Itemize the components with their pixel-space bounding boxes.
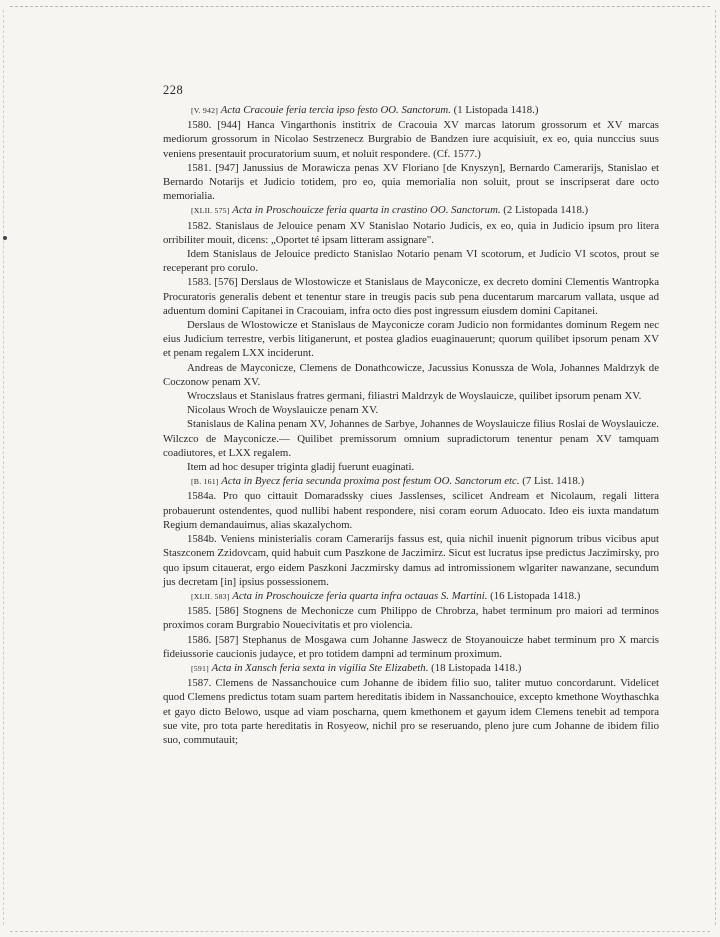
entry-paragraph: 1586. [587] Stephanus de Mosgawa cum Johanne Jaswecz de Stoyanouicze habet terminum pro X marcis fideiussorie caucionis judayce, et pro totidem dampni ad terminum proximum.: [163, 633, 659, 660]
heading-ref: [591]: [191, 663, 209, 673]
entry-paragraph: Andreas de Mayconicze, Clemens de Donathcowicze, Jacussius Konussza de Wola, Johannes Maldrzyk de Coczonow penam XV.: [163, 361, 659, 388]
heading-title: Acta in Xansch feria sexta in vigilia Ste Elizabeth.: [211, 661, 429, 674]
entry-paragraph: 1585. [586] Stognens de Mechonicze cum Philippo de Chrobrza, habet terminum pro maiori ad terminos proximos coram Burgrabio Nouecivitatis et pro violencia.: [163, 605, 659, 632]
entry-paragraph: Idem Stanislaus de Jelouice predicto Stanislao Notario penam VI scotorum, et Judicio VI scotos, prout se receperant pro corulo.: [163, 248, 659, 275]
entry-paragraph: Wroczslaus et Stanislaus fratres germani, filiastri Maldrzyk de Woyslauicze, quilibet ipsorum penam XV.: [187, 390, 642, 403]
session-heading: [163, 203, 659, 218]
heading-ref: [XLII. 583]: [191, 591, 230, 601]
session-heading: [163, 103, 659, 118]
entry-paragraph: 1587. Clemens de Nassanchouice cum Johanne de ibidem filio suo, taliter mutuo concordarunt. Videlicet quod Clemens predictus totam suam partem hereditatis ibidem in Nassanchouice, excepto kmethone Woythaschka et gayo dicto Belowo, usque ad viam poscharna, quem kmethonem et gayum idem Clemens tenebit ad tempora sue vite, pro tota parte hereditatis in Rosyeow, nichil pro se reseruando, pleno jure cum Johanne de ibidem filio suo, commutauit;: [163, 677, 659, 746]
document-body: [163, 103, 659, 747]
page-number: 228: [163, 83, 184, 97]
heading-date: (1 Listopada 1418.): [453, 104, 539, 116]
entry-paragraph: 1581. [947] Janussius de Morawicza penas XV Floriano [de Knyszyn], Bernardo Camerarijs, Stanislao et Bernardo Notarijs et Judicio totidem, pro eo, quia memorialia non soluit, prout se inscripserat dare octo memorialia.: [163, 161, 659, 203]
session-heading: [163, 661, 659, 676]
heading-title: Acta in Proschouicze feria quarta in crastino OO. Sanctorum.: [232, 204, 501, 217]
heading-ref: [V. 942]: [191, 106, 219, 115]
heading-title: Acta in Proschouicze feria quarta infra octauas S. Martini.: [232, 589, 488, 602]
heading-ref: [B. 161]: [191, 477, 219, 487]
entry-paragraph: Nicolaus Wroch de Woyslauicze penam XV.: [187, 404, 379, 417]
entry-paragraph: 1584b. Veniens ministerialis coram Camerarijs fassus est, quia nichil inuenit pignorum tribus vicibus aput Staszconem Zzidovcam, quid habuit cum Paszkone de Jaczimirz. Sicut est lucratus ipse predictus Jaczimirsky, pro quo ipsum citauerat, ergo eidem Paszkoni Jaczmirsky damus ad intromissionem wlgariter nawanzane, secundum jus decretam [in] ipsius possessionem.: [163, 533, 659, 588]
page-right-edge: [715, 10, 716, 925]
heading-date: (18 Listopada 1418.): [431, 661, 522, 674]
heading-title: Acta Cracouie feria tercia ipso festo OO. Sanctorum.: [220, 104, 451, 116]
page-top-edge: [10, 6, 710, 7]
heading-date: (16 Listopada 1418.): [490, 589, 581, 602]
entry-paragraph: 1583. [576] Derslaus de Wlostowicze et Stanislaus de Mayconicze, ex decreto domini Clementis Wantropka Procuratoris generalis debent et tenentur stare in treugis pacis sub pena ducentarum marcarum vallata, usque ad aduentum domini Capitanei in Cracouiam, infra octo dies post ingressum eiusdem domini Capitanei.: [163, 276, 659, 317]
heading-date: (7 List. 1418.): [522, 475, 585, 488]
session-heading: [163, 589, 659, 604]
entry-paragraph: 1584a. Pro quo cittauit Domaradssky ciues Jasslenses, scilicet Andream et Nicolaum, regali littera probauerunt ostendentes, quod nullibi habent respondere, nisi coram eorum Aduocato. Ideo eis iuxta mandatum Regium demandauimus, alias skazalychom.: [163, 490, 659, 531]
entry-paragraph: Derslaus de Wlostowicze et Stanislaus de Mayconicze coram Judicio non formidantes dominum Regem nec eius Judicium terrestre, verbis litiganerunt, et postea gladios euaginauerunt; quorum quilibet ipsorum penam XV et penam regalem LXX inciderunt.: [163, 319, 659, 360]
page-bottom-edge: [10, 931, 710, 932]
margin-speck: [3, 236, 7, 240]
heading-date: (2 Listopada 1418.): [503, 204, 589, 217]
entry-paragraph: 1582. Stanislaus de Jelouice penam XV Stanislao Notario Judicis, ex eo, quia in Judicio ipsum pro litera orribiliter mouit, dicens: „Oportet té ipsam litteram assignare".: [163, 219, 659, 246]
entry-paragraph: Stanislaus de Kalina penam XV, Johannes de Sarbye, Johannes de Woyslauicze filius Roslai de Woyslauicze. Wilczco de Mayconicze.— Quilibet premissorum omnium supradictorum tenentur penam XV tamquam coadiutores, et LXX regalem.: [163, 418, 659, 459]
session-heading: [163, 474, 659, 489]
entry-paragraph: Item ad hoc desuper triginta gladij fuerunt euaginati.: [187, 461, 415, 474]
heading-ref: [XLII. 575]: [191, 206, 230, 216]
page-left-edge: [3, 10, 4, 925]
entry-paragraph: 1580. [944] Hanca Vingarthonis institrix de Cracouia XV marcas latorum grossorum et XV marcas mediorum grossorum in Nicolao Sestrzenecz Burgrabio de Bandzen iure acquisiuit, ex eo, quia nunccius suus veniens presentauit procuratorium suum, et noluit respondere. (Cf. 1577.): [163, 119, 659, 160]
heading-title: Acta in Byecz feria secunda proxima post festum OO. Sanctorum etc.: [221, 475, 520, 488]
